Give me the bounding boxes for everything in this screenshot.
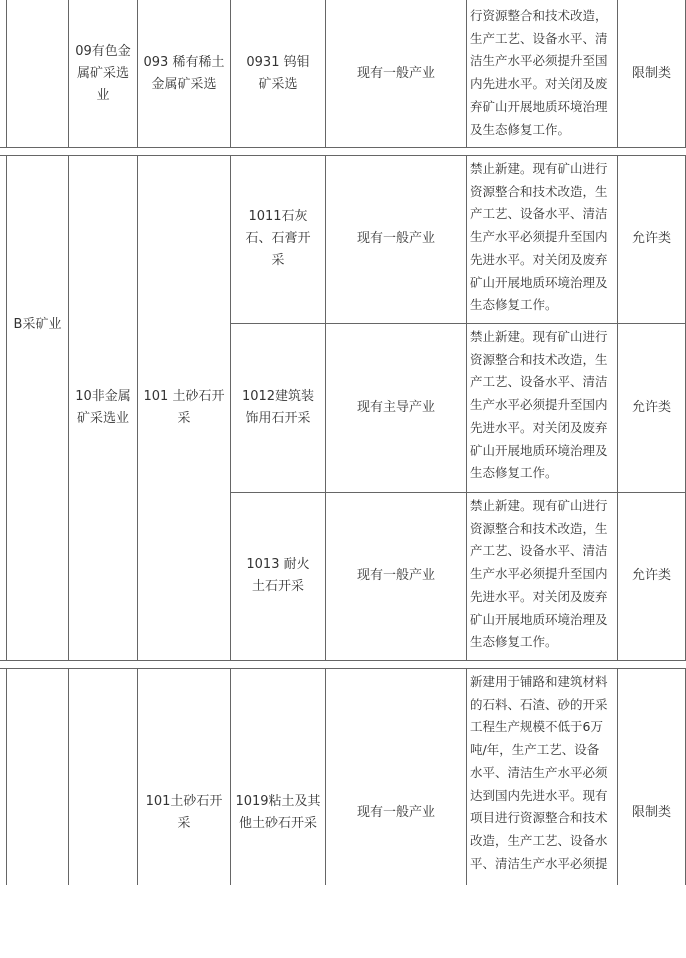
medium-category-cell: 101 土砂石开采 bbox=[143, 388, 225, 426]
row-border bbox=[0, 660, 686, 661]
section-category-cell: B采矿业 bbox=[13, 317, 62, 332]
industry-type-cell: 现有一般产业 bbox=[356, 231, 435, 246]
minor-category-cell: 1013 耐火土石开采 bbox=[246, 557, 310, 594]
col-border bbox=[230, 155, 231, 660]
medium-category-cell: 093 稀有稀土金属矿采选 bbox=[143, 54, 225, 92]
col-border bbox=[68, 0, 69, 147]
major-category-cell: 09有色金属矿采选业 bbox=[75, 43, 131, 103]
medium-category-cell: 101土砂石开采 bbox=[145, 794, 223, 831]
requirement-cell: 新建用于铺路和建筑材料 的石料、石渣、砂的开采 工程生产规模不低于6万 吨/年，生产工艺、设备 水平、清洁生产水平必须 达到国内先进水平。现有 项目进行资源整合和技术 改造，生产工艺、设备水 平、清洁生产水平必须提 bbox=[470, 674, 608, 871]
major-category-cell: 10非金属矿采选业 bbox=[75, 388, 131, 426]
col-border bbox=[68, 155, 69, 660]
minor-category-cell: 1012建筑装饰用石开采 bbox=[241, 388, 315, 426]
col-border bbox=[230, 668, 231, 885]
management-type-cell: 允许类 bbox=[631, 399, 671, 415]
col-border bbox=[137, 0, 138, 147]
minor-category-cell: 1019粘土及其他土砂石开采 bbox=[235, 794, 321, 831]
requirement-cell: 行资源整合和技术改造， 生产工艺、设备水平、清 洁生产水平必须提升至国 内先进水平。对关闭及废 弃矿山开展地质环境治理 及生态修复工作。 bbox=[470, 8, 608, 137]
requirement-cell: 禁止新建。现有矿山进行 资源整合和技术改造，生 产工艺、设备水平、清洁 生产水平必须提升至国内 先进水平。对关闭及废弃 矿山开展地质环境治理及 生态修复工作。 bbox=[470, 498, 608, 650]
col-border bbox=[6, 668, 7, 885]
minor-category-cell: 0931 钨钼矿采选 bbox=[246, 54, 310, 92]
minor-category-cell: 1011石灰石、石膏开采 bbox=[245, 209, 311, 268]
management-type-cell: 允许类 bbox=[631, 231, 671, 246]
requirement-cell: 禁止新建。现有矿山进行 资源整合和技术改造，生 产工艺、设备水平、清洁 生产水平必须提升至国内 先进水平。对关闭及废弃 矿山开展地质环境治理及 生态修复工作。 bbox=[470, 329, 608, 481]
industry-type-cell: 现有一般产业 bbox=[356, 805, 435, 820]
industry-type-cell: 现有一般产业 bbox=[356, 568, 435, 583]
management-type-cell: 限制类 bbox=[631, 65, 671, 81]
industry-type-cell: 现有一般产业 bbox=[356, 65, 435, 81]
management-type-cell: 限制类 bbox=[631, 805, 671, 820]
col-border bbox=[137, 668, 138, 885]
col-border bbox=[6, 0, 7, 147]
industry-type-cell: 现有主导产业 bbox=[356, 399, 435, 415]
col-border bbox=[68, 668, 69, 885]
col-border bbox=[230, 0, 231, 147]
requirement-cell: 禁止新建。现有矿山进行 资源整合和技术改造，生 产工艺、设备水平、清洁 生产水平必须提升至国内 先进水平。对关闭及废弃 矿山开展地质环境治理及 生态修复工作。 bbox=[470, 161, 608, 313]
management-type-cell: 允许类 bbox=[631, 568, 671, 583]
row-border bbox=[0, 147, 686, 148]
col-border bbox=[137, 155, 138, 660]
